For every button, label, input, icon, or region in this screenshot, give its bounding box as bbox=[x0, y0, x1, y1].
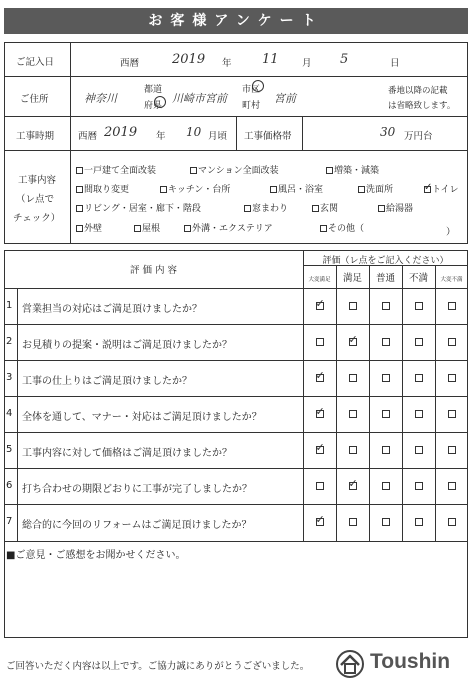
work-option-checkbox[interactable] bbox=[76, 225, 83, 232]
rating-checkbox[interactable] bbox=[448, 302, 456, 310]
rating-checkbox[interactable] bbox=[415, 482, 423, 490]
work-option[interactable] bbox=[76, 163, 156, 176]
question-number: 1 bbox=[6, 300, 13, 311]
work-option[interactable] bbox=[424, 182, 459, 195]
address-prefecture-value[interactable]: 神奈川 bbox=[84, 92, 117, 105]
work-option[interactable] bbox=[160, 182, 230, 195]
rating-checkbox[interactable] bbox=[382, 338, 390, 346]
work-option-checkbox[interactable] bbox=[270, 186, 277, 193]
work-option-checkbox[interactable] bbox=[244, 205, 251, 212]
work-option-label: 洗面所 bbox=[366, 185, 394, 195]
rating-checkbox[interactable] bbox=[382, 518, 390, 526]
address-city-value[interactable]: 川崎市宮前 bbox=[172, 92, 227, 105]
work-option-label: 窓まわり bbox=[252, 204, 289, 214]
question-number: 7 bbox=[6, 516, 13, 527]
rating-checkbox[interactable] bbox=[415, 410, 423, 418]
work-option-label: 外溝・エクステリア bbox=[192, 224, 273, 234]
work-option-checkbox[interactable] bbox=[424, 186, 431, 193]
period-year-value[interactable]: 2019 bbox=[104, 125, 138, 140]
work-option-label: 一戸建て全面改装 bbox=[84, 166, 157, 176]
rating-checkbox[interactable] bbox=[349, 446, 357, 454]
date-year-value[interactable]: 2019 bbox=[172, 52, 206, 67]
rating-column-header: 普通 bbox=[375, 273, 395, 284]
date-month-value[interactable]: 11 bbox=[262, 52, 279, 67]
comments-label: ■ご意見・ご感想をお聞かせください。 bbox=[6, 550, 186, 561]
work-option-label: 風呂・浴室 bbox=[278, 185, 324, 195]
work-option[interactable] bbox=[76, 182, 129, 195]
work-option-label: 屋根 bbox=[142, 224, 161, 234]
work-option[interactable] bbox=[326, 163, 379, 176]
rating-checkbox[interactable] bbox=[448, 518, 456, 526]
evaluation-content-header: 評 価 内 容 bbox=[129, 265, 178, 276]
period-label: 工事時期 bbox=[16, 131, 55, 142]
question-text: 工事の仕上りはご満足頂けましたか？ bbox=[22, 376, 192, 387]
rating-checkbox[interactable] bbox=[448, 410, 456, 418]
work-option-checkbox[interactable] bbox=[312, 205, 319, 212]
brand-name: Toushin bbox=[370, 650, 451, 673]
period-era: 西暦 bbox=[78, 131, 98, 142]
work-option-label: キッチン・台所 bbox=[168, 185, 231, 195]
address-note-line2: は省略致します。 bbox=[388, 101, 456, 111]
work-option[interactable] bbox=[76, 201, 201, 214]
rating-checkbox[interactable] bbox=[349, 410, 357, 418]
question-number: 4 bbox=[6, 408, 13, 419]
pref-circle-mark bbox=[154, 96, 166, 108]
work-label-line3: チェック） bbox=[13, 213, 61, 224]
work-option[interactable] bbox=[270, 182, 323, 195]
work-option-label: 間取り変更 bbox=[84, 185, 130, 195]
rating-checkbox[interactable] bbox=[316, 338, 324, 346]
work-option-label: マンション全面改装 bbox=[198, 166, 279, 176]
rating-checkbox[interactable] bbox=[316, 410, 324, 418]
rating-column-header: 満足 bbox=[342, 273, 362, 284]
city-circle-mark bbox=[252, 80, 264, 92]
address-town-value[interactable]: 宮前 bbox=[274, 92, 296, 105]
rating-checkbox[interactable] bbox=[415, 446, 423, 454]
rating-checkbox[interactable] bbox=[349, 302, 357, 310]
work-option-checkbox[interactable] bbox=[76, 205, 83, 212]
rating-checkbox[interactable] bbox=[382, 374, 390, 382]
work-option[interactable] bbox=[312, 201, 338, 214]
rating-checkbox[interactable] bbox=[316, 482, 324, 490]
question-text: 総合的に今回のリフォームはご満足頂けましたか？ bbox=[22, 520, 252, 531]
rating-checkbox[interactable] bbox=[448, 446, 456, 454]
work-option-label: 給湯器 bbox=[386, 204, 414, 214]
work-option-checkbox[interactable] bbox=[76, 167, 83, 174]
question-text: 工事内容に対して価格はご満足頂けましたか？ bbox=[22, 448, 232, 459]
rating-checkbox[interactable] bbox=[448, 482, 456, 490]
work-option[interactable] bbox=[76, 221, 102, 234]
work-option-label: 増築・減築 bbox=[334, 166, 380, 176]
rating-checkbox[interactable] bbox=[415, 338, 423, 346]
rating-checkbox[interactable] bbox=[415, 518, 423, 526]
period-month-value[interactable]: 10 bbox=[186, 125, 202, 139]
question-number: 2 bbox=[6, 336, 13, 347]
work-option[interactable] bbox=[244, 201, 288, 214]
work-option-checkbox[interactable] bbox=[134, 225, 141, 232]
date-era: 西暦 bbox=[120, 58, 140, 69]
question-number: 5 bbox=[6, 444, 13, 455]
price-label: 工事価格帯 bbox=[244, 131, 292, 142]
work-other-close: ） bbox=[446, 227, 456, 238]
work-option-label: その他（ bbox=[328, 224, 365, 234]
price-unit: 万円台 bbox=[404, 131, 433, 142]
work-option-label: 外壁 bbox=[84, 224, 103, 234]
house-logo-icon bbox=[334, 648, 366, 678]
date-day-unit: 日 bbox=[390, 58, 400, 69]
rating-column-header: 大変満足 bbox=[308, 277, 331, 283]
work-option-label: リビング・居室・廊下・階段 bbox=[84, 204, 201, 214]
rating-checkbox[interactable] bbox=[415, 302, 423, 310]
survey-title: お客様アンケート bbox=[4, 8, 468, 34]
rating-checkbox[interactable] bbox=[382, 302, 390, 310]
question-text: 打ち合わせの期限どおりに工事が完了しましたか？ bbox=[22, 484, 252, 495]
rating-checkbox[interactable] bbox=[448, 374, 456, 382]
rating-checkbox[interactable] bbox=[349, 482, 357, 490]
work-option[interactable] bbox=[378, 201, 413, 214]
question-text: お見積りの提案・説明はご満足頂けましたか？ bbox=[22, 340, 232, 351]
rating-checkbox[interactable] bbox=[415, 374, 423, 382]
work-option-checkbox[interactable] bbox=[184, 225, 191, 232]
work-option[interactable] bbox=[358, 182, 393, 195]
address-pref-suffix-bottom: 府県 bbox=[144, 101, 163, 111]
address-pref-suffix-top: 都道 bbox=[144, 85, 163, 95]
question-text: 営業担当の対応はご満足頂けましたか？ bbox=[22, 304, 202, 315]
work-option[interactable] bbox=[320, 221, 364, 234]
period-month-unit: 月頃 bbox=[208, 131, 228, 142]
address-city-suffix-top: 市区 bbox=[242, 85, 261, 95]
evaluation-rating-header: 評価（レ点をご記入ください） bbox=[322, 256, 449, 266]
address-city-suffix-bottom: 町村 bbox=[242, 101, 261, 111]
work-label-line1: 工事内容 bbox=[18, 175, 57, 186]
work-option-checkbox[interactable] bbox=[320, 225, 327, 232]
work-option[interactable] bbox=[134, 221, 160, 234]
question-number: 6 bbox=[6, 480, 13, 491]
question-text: 全体を通して、マナー・対応はご満足頂けましたか？ bbox=[22, 412, 262, 423]
work-option-label: トイレ bbox=[432, 185, 459, 195]
rating-checkbox[interactable] bbox=[316, 446, 324, 454]
work-option-checkbox[interactable] bbox=[160, 186, 167, 193]
rating-checkbox[interactable] bbox=[316, 302, 324, 310]
footer-thanks: ご回答いただく内容は以上です。ご協力誠にありがとうございました。 bbox=[6, 661, 310, 672]
date-day-value[interactable]: 5 bbox=[340, 52, 349, 67]
rating-checkbox[interactable] bbox=[316, 518, 324, 526]
work-option-checkbox[interactable] bbox=[76, 186, 83, 193]
rating-checkbox[interactable] bbox=[382, 410, 390, 418]
date-label: ご記入日 bbox=[16, 57, 55, 68]
work-option[interactable] bbox=[190, 163, 279, 176]
work-label-line2: （レ点で bbox=[16, 194, 55, 205]
rating-checkbox[interactable] bbox=[349, 374, 357, 382]
address-note-line1: 番地以降の記載 bbox=[388, 86, 448, 96]
work-option-label: 玄関 bbox=[320, 204, 339, 214]
work-option-checkbox[interactable] bbox=[326, 167, 333, 174]
question-number: 3 bbox=[6, 372, 13, 383]
period-year-unit: 年 bbox=[156, 131, 166, 142]
work-option-checkbox[interactable] bbox=[378, 205, 385, 212]
work-option-checkbox[interactable] bbox=[358, 186, 365, 193]
date-month-unit: 月 bbox=[302, 58, 312, 69]
rating-checkbox[interactable] bbox=[316, 374, 324, 382]
date-year-unit: 年 bbox=[222, 58, 232, 69]
rating-checkbox[interactable] bbox=[448, 338, 456, 346]
price-value[interactable]: 30 bbox=[380, 125, 396, 139]
rating-checkbox[interactable] bbox=[349, 518, 357, 526]
work-option-checkbox[interactable] bbox=[190, 167, 197, 174]
rating-column-header: 不満 bbox=[408, 273, 428, 284]
address-label: ご住所 bbox=[20, 94, 49, 105]
rating-checkbox[interactable] bbox=[349, 338, 357, 346]
rating-checkbox[interactable] bbox=[382, 446, 390, 454]
rating-checkbox[interactable] bbox=[382, 482, 390, 490]
rating-column-header: 大変不満 bbox=[440, 277, 463, 283]
work-option[interactable] bbox=[184, 221, 273, 234]
